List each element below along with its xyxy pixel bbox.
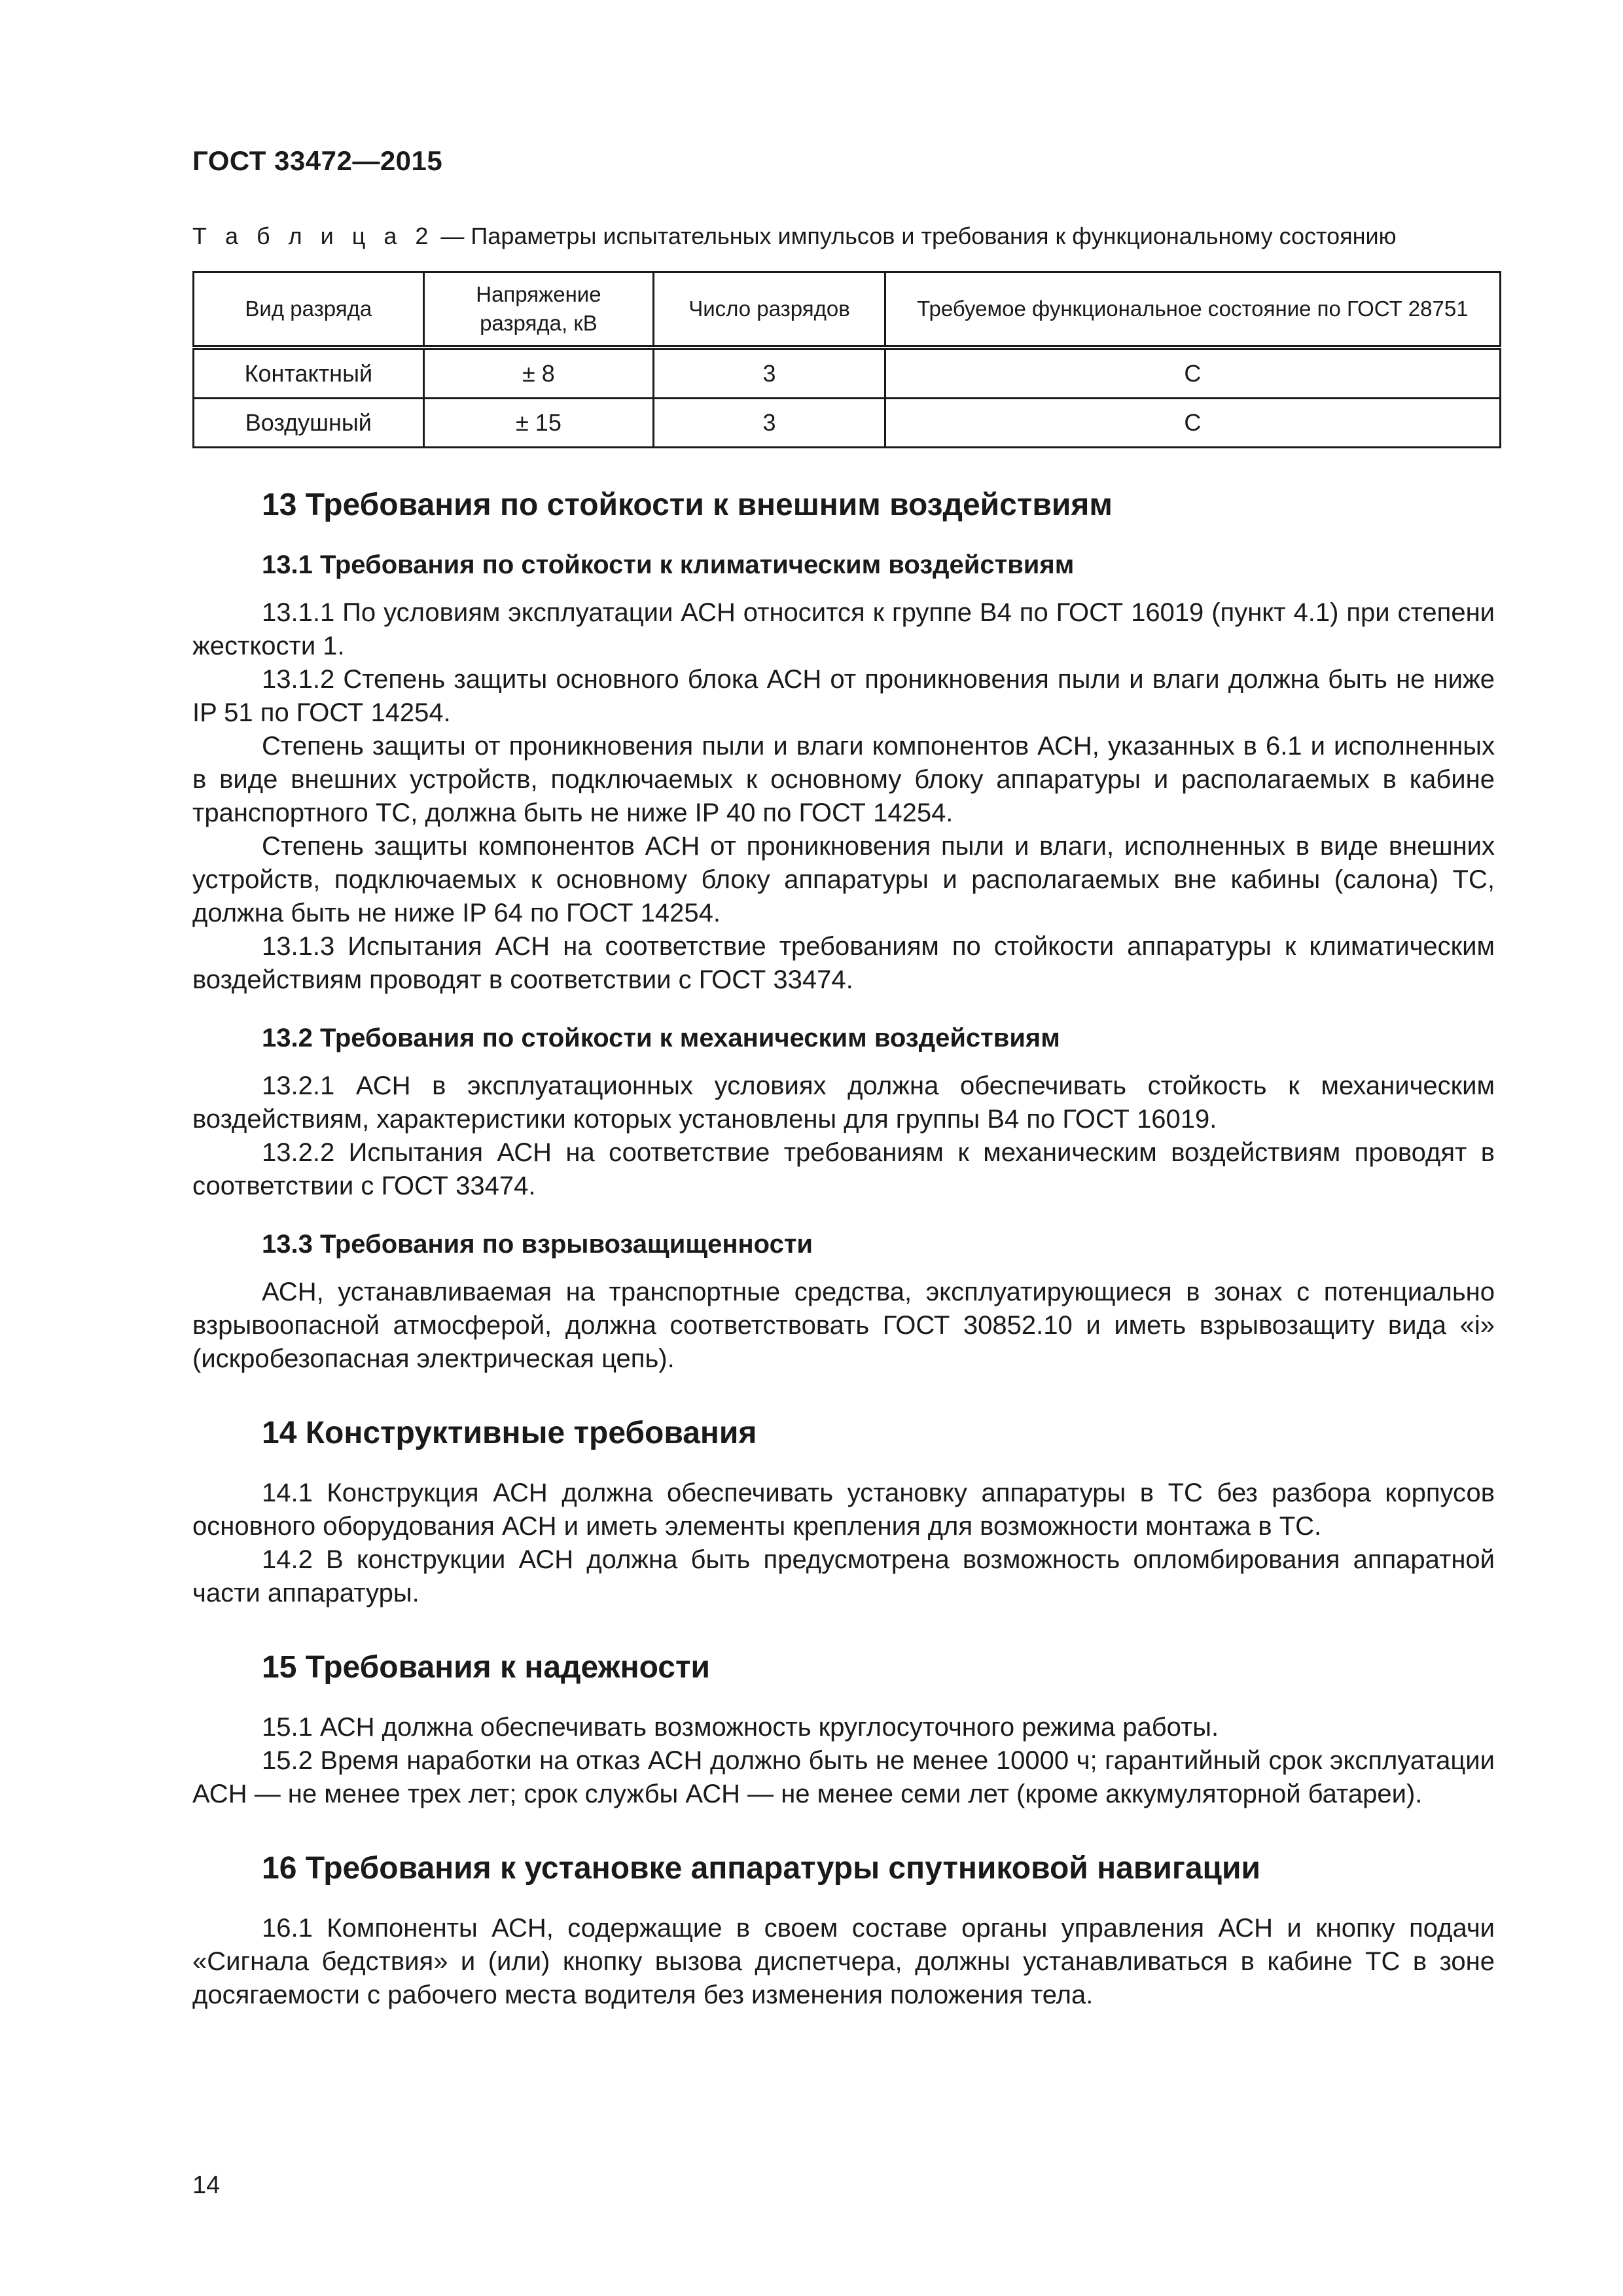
table-cell: Воздушный [194,399,424,448]
table-cell: ± 15 [423,399,654,448]
section-heading-13: 13 Требования по стойкости к внешним воздействиям [262,488,1113,522]
paragraph: 14.2 В конструкции АСН должна быть предусмотрена возможность опломбирования аппаратной части аппаратуры. [192,1545,1495,1607]
table-row [194,348,1501,399]
paragraph: АСН, устанавливаемая на транспортные средства, эксплуатирующиеся в зонах с потенциально взрывоопасной атмосферой, должна соответствовать ГОСТ 30852.10 и иметь взрывозащиту вида «i» (искробезопасная электрическая цепь). [192,1278,1495,1373]
table-header-cell: Число разрядов [654,272,885,348]
subsection-heading-13-3: 13.3 Требования по взрывозащищенности [262,1230,813,1259]
paragraph: 15.1 АСН должна обеспечивать возможность круглосуточного режима работы. [262,1713,1219,1742]
paragraph: Степень защиты от проникновения пыли и влаги компонентов АСН, указанных в 6.1 и исполненных в виде внешних устройств, подключаемых к основному блоку аппаратуры и располагаемых в кабине транспортного ТС, должна быть не ниже IP 40 по ГОСТ 14254. [192,732,1495,827]
table-caption-label: Т а б л и ц а 2 [192,223,435,249]
section-heading-14: 14 Конструктивные требования [262,1416,757,1450]
paragraph: 15.2 Время наработки на отказ АСН должно быть не менее 10000 ч; гарантийный срок эксплуатации АСН — не менее трех лет; срок службы АСН — не менее семи лет (кроме аккумуляторной батареи). [192,1746,1495,1808]
paragraph: Степень защиты компонентов АСН от проникновения пыли и влаги, исполненных в виде внешних устройств, подключаемых к основному блоку аппаратуры и располагаемых вне кабины (салона) ТС, должна быть не ниже IP 64 по ГОСТ 14254. [192,832,1495,927]
table-cell: С [885,348,1500,399]
table-caption [192,223,1495,250]
table-header-cell: Вид разряда [194,272,424,348]
table-header-cell: Требуемое функциональное состояние по ГОСТ 28751 [885,272,1500,348]
table-caption-text: — Параметры испытательных импульсов и требования к функциональному состоянию [434,223,1397,249]
paragraph: 13.1.3 Испытания АСН на соответствие требованиям по стойкости аппаратуры к климатическим воздействиям проводят в соответствии с ГОСТ 33474. [192,932,1495,994]
standard-header: ГОСТ 33472—2015 [192,145,443,176]
table-header-cell [423,272,654,348]
paragraph: 13.2.2 Испытания АСН на соответствие требованиям к механическим воздействиям проводят в соответствии с ГОСТ 33474. [192,1138,1495,1200]
paragraph: 13.1.2 Степень защиты основного блока АСН от проникновения пыли и влаги должна быть не ниже IP 51 по ГОСТ 14254. [192,665,1495,727]
table-cell: 3 [654,348,885,399]
table-cell: С [885,399,1500,448]
table-header-row [194,272,1501,348]
paragraph: 13.2.1 АСН в эксплуатационных условиях должна обеспечивать стойкость к механическим воздействиям, характеристики которых установлены для группы В4 по ГОСТ 16019. [192,1071,1495,1134]
table-header-text: Напряжение разряда, кВ [476,282,601,335]
table-row [194,399,1501,448]
subsection-heading-13-2: 13.2 Требования по стойкости к механическим воздействиям [262,1024,1060,1052]
document-body [192,486,1495,2012]
section-heading-15: 15 Требования к надежности [262,1650,710,1685]
paragraph: 14.1 Конструкция АСН должна обеспечивать установку аппаратуры в ТС без разбора корпусов основного оборудования АСН и иметь элементы крепления для возможности монтажа в ТС. [192,1479,1495,1541]
section-heading-16: 16 Требования к установке аппаратуры спутниковой навигации [262,1851,1261,1886]
parameters-table [192,271,1501,448]
paragraph: 16.1 Компоненты АСН, содержащие в своем составе органы управления АСН и кнопку подачи «Сигнала бедствия» и (или) кнопку вызова диспетчера, должны устанавливаться в кабине ТС в зоне досягаемости с рабочего места водителя без изменения положения тела. [192,1914,1495,2009]
table-cell: Контактный [194,348,424,399]
table-cell: ± 8 [423,348,654,399]
paragraph: 13.1.1 По условиям эксплуатации АСН относится к группе В4 по ГОСТ 16019 (пункт 4.1) при степени жесткости 1. [192,598,1495,660]
table-cell: 3 [654,399,885,448]
subsection-heading-13-1: 13.1 Требования по стойкости к климатическим воздействиям [262,550,1075,579]
page-number: 14 [192,2172,221,2199]
